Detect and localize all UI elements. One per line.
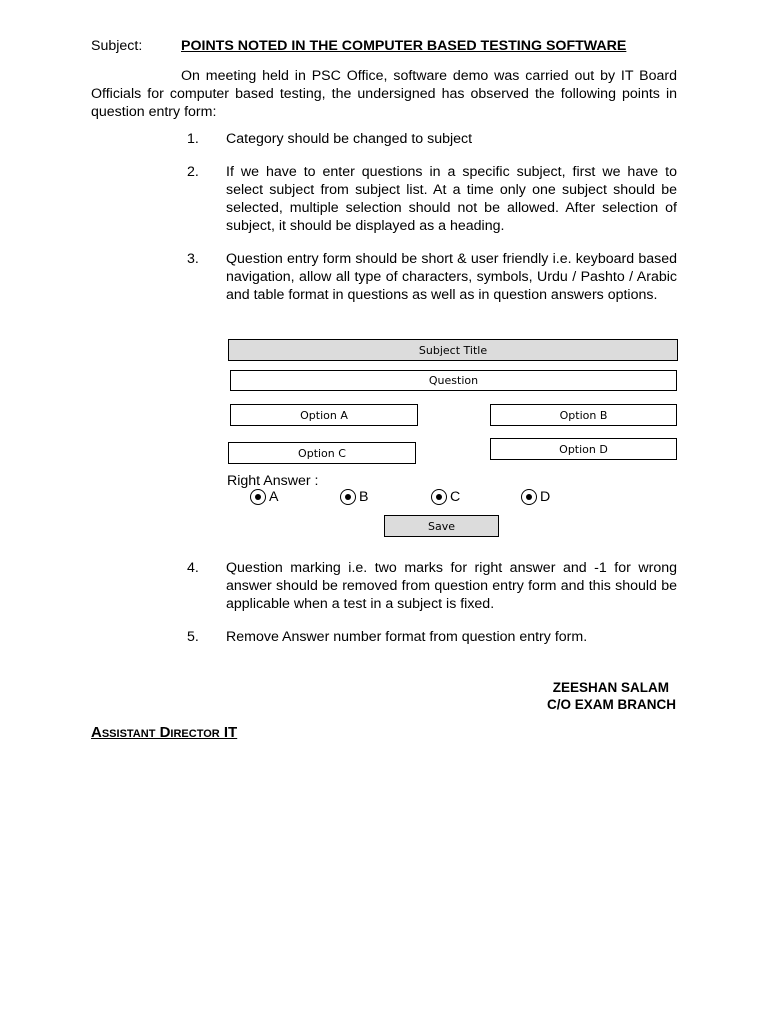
question-field[interactable]: Question [230, 370, 677, 391]
point-number: 4. [187, 560, 199, 576]
radio-d[interactable] [521, 489, 550, 505]
radio-a[interactable] [250, 489, 278, 505]
point-text: If we have to enter questions in a specific subject, first we have to select subject from subject list. At a time only one subject should be selected, multiple selection should not be allowed. After selection of subject, it should be displayed as a heading. [226, 164, 677, 234]
right-answer-label: Right Answer : [227, 473, 319, 489]
subject-label: Subject: [91, 38, 143, 54]
radio-c[interactable] [431, 489, 460, 505]
point-text: Question entry form should be short & user friendly i.e. keyboard based navigation, allow all type of characters, symbols, Urdu / Pashto / Arabic and table format in questions as well as in question answers options. [226, 251, 677, 303]
subject-title: POINTS NOTED IN THE COMPUTER BASED TESTING SOFTWARE [181, 38, 627, 54]
radio-selected-icon [431, 489, 447, 505]
point-text: Remove Answer number format from question entry form. [226, 629, 588, 645]
save-button[interactable]: Save [384, 515, 499, 537]
radio-b[interactable] [340, 489, 368, 505]
point-text: Question marking i.e. two marks for right answer and -1 for wrong answer should be removed from question entry form and this should be applicable when a test in a subject is fixed. [226, 560, 677, 612]
radio-label: C [450, 489, 461, 505]
signatory-office: C/O EXAM BRANCH [546, 697, 676, 712]
signatory-name: ZEESHAN SALAM [552, 680, 669, 695]
point-number: 1. [187, 131, 199, 147]
radio-label: A [269, 489, 279, 505]
option-d-field[interactable]: Option D [490, 438, 677, 460]
point-text: Category should be changed to subject [226, 131, 473, 147]
radio-label: B [359, 489, 369, 505]
intro-paragraph: On meeting held in PSC Office, software demo was carried out by IT Board Officials for computer based testing, the undersigned has observed the following points in question entry form: [91, 68, 677, 120]
option-b-field[interactable]: Option B [490, 404, 677, 426]
designation: Assistant Director IT [91, 724, 238, 741]
radio-selected-icon [521, 489, 537, 505]
point-number: 3. [187, 251, 199, 267]
subject-title-field[interactable]: Subject Title [228, 339, 678, 361]
radio-selected-icon [340, 489, 356, 505]
option-c-field[interactable]: Option C [228, 442, 416, 464]
radio-selected-icon [250, 489, 266, 505]
point-number: 5. [187, 629, 199, 645]
radio-label: D [540, 489, 551, 505]
option-a-field[interactable]: Option A [230, 404, 418, 426]
point-number: 2. [187, 164, 199, 180]
